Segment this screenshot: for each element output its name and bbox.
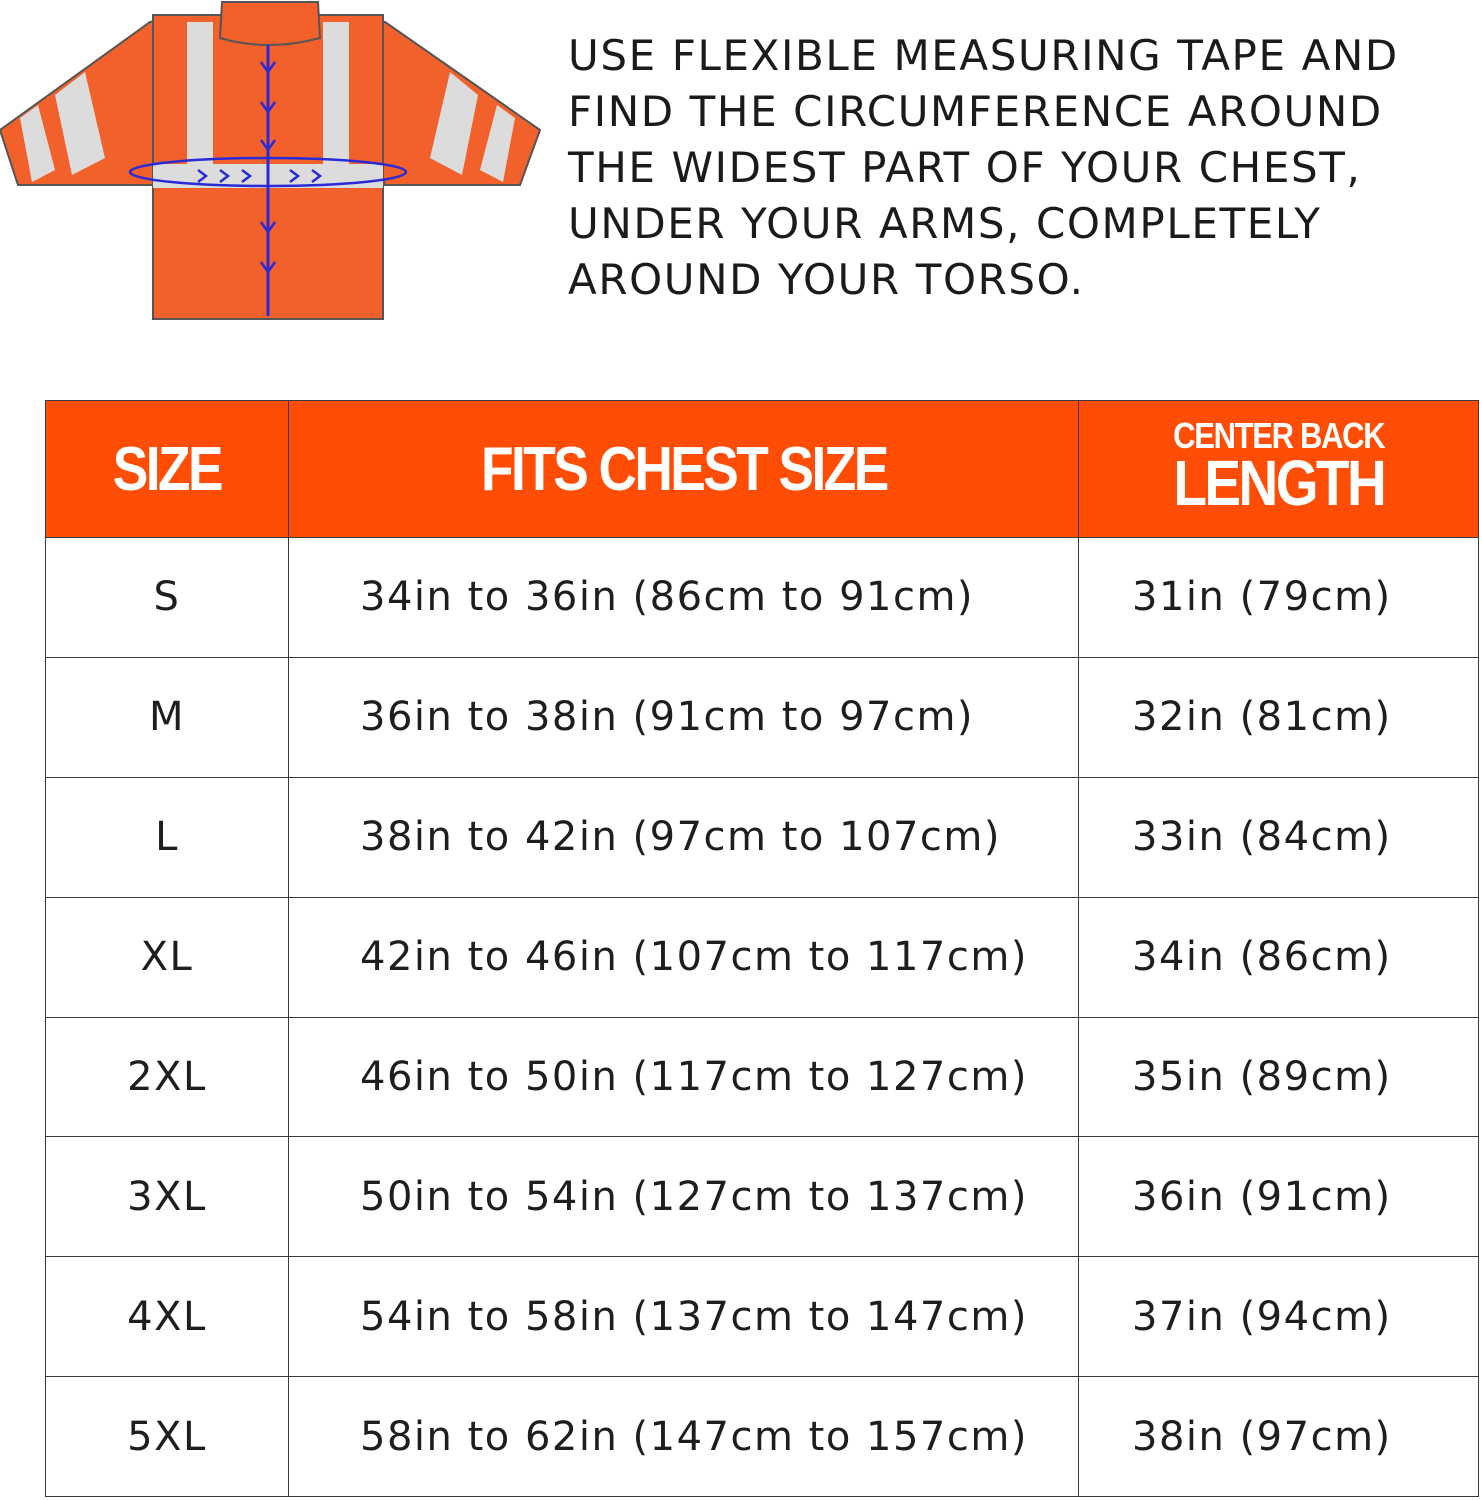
length-cell: 36in (91cm) <box>1079 1137 1479 1257</box>
size-cell: XL <box>46 897 289 1017</box>
length-cell: 37in (94cm) <box>1079 1257 1479 1377</box>
chest-cell: 46in to 50in (117cm to 127cm) <box>289 1017 1079 1137</box>
length-cell: 33in (84cm) <box>1079 777 1479 897</box>
chest-cell: 36in to 38in (91cm to 97cm) <box>289 657 1079 777</box>
jacket-collar <box>220 2 320 45</box>
header-size-label: SIZE <box>112 434 222 504</box>
header-size <box>46 401 289 538</box>
header-length <box>1079 401 1479 538</box>
chest-cell: 38in to 42in (97cm to 107cm) <box>289 777 1079 897</box>
table-header-row <box>46 401 1479 538</box>
table-row <box>46 1137 1479 1257</box>
chest-cell: 42in to 46in (107cm to 117cm) <box>289 897 1079 1017</box>
length-cell: 38in (97cm) <box>1079 1377 1479 1497</box>
length-cell: 35in (89cm) <box>1079 1017 1479 1137</box>
hi-vis-jacket-measurement-icon <box>0 0 545 330</box>
length-cell: 31in (79cm) <box>1079 538 1479 658</box>
size-cell: S <box>46 538 289 658</box>
table-row <box>46 1377 1479 1497</box>
chest-cell: 50in to 54in (127cm to 137cm) <box>289 1137 1079 1257</box>
size-cell: L <box>46 777 289 897</box>
header-length-bottom: LENGTH <box>1173 447 1384 519</box>
measuring-instructions: USE FLEXIBLE MEASURING TAPE AND FIND THE CIRCUMFERENCE AROUND THE WIDEST PART OF YOUR CHEST, UNDER YOUR ARMS, COMPLETELY AROUND YOUR TORSO. <box>568 31 1399 304</box>
table-row <box>46 897 1479 1017</box>
size-chart-table <box>45 400 1479 1497</box>
header-length-top: CENTER BACK <box>1172 415 1385 456</box>
size-cell: 5XL <box>46 1377 289 1497</box>
table-row <box>46 777 1479 897</box>
header-chest-label: FITS CHEST SIZE <box>480 434 887 504</box>
size-cell: M <box>46 657 289 777</box>
size-cell: 4XL <box>46 1257 289 1377</box>
chest-cell: 58in to 62in (147cm to 157cm) <box>289 1377 1079 1497</box>
table-row <box>46 657 1479 777</box>
table-row <box>46 1257 1479 1377</box>
table-row <box>46 1017 1479 1137</box>
table-row <box>46 538 1479 658</box>
length-cell: 32in (81cm) <box>1079 657 1479 777</box>
header-chest <box>289 401 1079 538</box>
length-cell: 34in (86cm) <box>1079 897 1479 1017</box>
size-cell: 2XL <box>46 1017 289 1137</box>
chest-cell: 54in to 58in (137cm to 147cm) <box>289 1257 1079 1377</box>
chest-cell: 34in to 36in (86cm to 91cm) <box>289 538 1079 658</box>
size-cell: 3XL <box>46 1137 289 1257</box>
